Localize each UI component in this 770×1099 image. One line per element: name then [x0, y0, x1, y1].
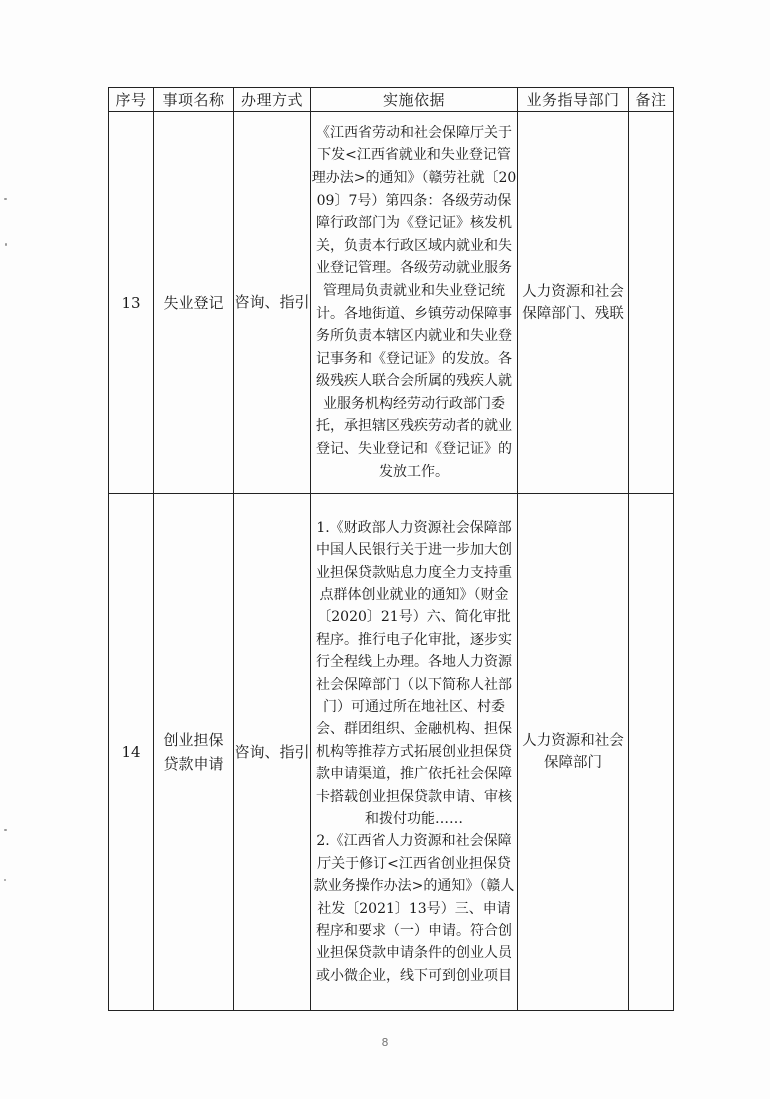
- row-no: 13: [109, 112, 154, 494]
- scan-speck: [4, 198, 7, 200]
- scan-speck: [4, 829, 7, 831]
- header-dept: 业务指导部门: [518, 88, 629, 112]
- row-remark: [629, 494, 674, 1011]
- row-dept: 人力资源和社会保障部门、残联: [518, 112, 629, 494]
- row-no: 14: [109, 494, 154, 1011]
- scan-speck: [5, 243, 7, 246]
- row-dept: 人力资源和社会保障部门: [518, 494, 629, 1011]
- header-method: 办理方式: [234, 88, 311, 112]
- row-remark: [629, 112, 674, 494]
- table-row: [109, 112, 674, 494]
- table-row: [109, 494, 674, 1011]
- row-method: 咨询、指引: [234, 112, 311, 494]
- scan-speck: [4, 879, 6, 881]
- row-name: 失业登记: [154, 112, 234, 494]
- page-number: 8: [381, 1036, 389, 1049]
- header-name: 事项名称: [154, 88, 234, 112]
- header-basis: 实施依据: [311, 88, 518, 112]
- header-remark: 备注: [629, 88, 674, 112]
- row-basis: 1.《财政部人力资源社会保障部中国人民银行关于进一步加大创业担保贷款贴息力度全力支持重点群体创业就业的通知》（财金〔2020〕21号）六、简化审批程序。推行电子化审批，逐步实行全程线上办理。各地人力资源社会保障部门（以下简称人社部门）可通过所在地社区、村委会、群团组织、金融机构、担保机构等推荐方式拓展创业担保贷款申请渠道，推广依托社会保障卡搭载创业担保贷款申请、审核和拨付功能…… 2.《江西省人力资源和社会保障厅关于修订<江西省创业担保贷款业务操作办法>的通知》（赣人社发〔2021〕13号）三、申请程序和要求（一）申请。符合创业担保贷款申请条件的创业人员或小微企业，线下可到创业项目: [311, 494, 518, 1011]
- row-name: 创业担保贷款申请: [154, 494, 234, 1011]
- matters-table: [108, 87, 674, 1011]
- header-no: 序号: [109, 88, 154, 112]
- table-header-row: [109, 88, 674, 112]
- row-method: 咨询、指引: [234, 494, 311, 1011]
- row-basis: 《江西省劳动和社会保障厅关于下发<江西省就业和失业登记管理办法>的通知》（赣劳社就〔2009〕7号）第四条：各级劳动保障行政部门为《登记证》核发机关，负责本行政区域内就业和失业登记管理。各级劳动就业服务管理局负责就业和失业登记统计。各地街道、乡镇劳动保障事务所负责本辖区内就业和失业登记事务和《登记证》的发放。各级残疾人联合会所属的残疾人就业服务机构经劳动行政部门委托，承担辖区残疾劳动者的就业登记、失业登记和《登记证》的发放工作。: [311, 112, 518, 494]
